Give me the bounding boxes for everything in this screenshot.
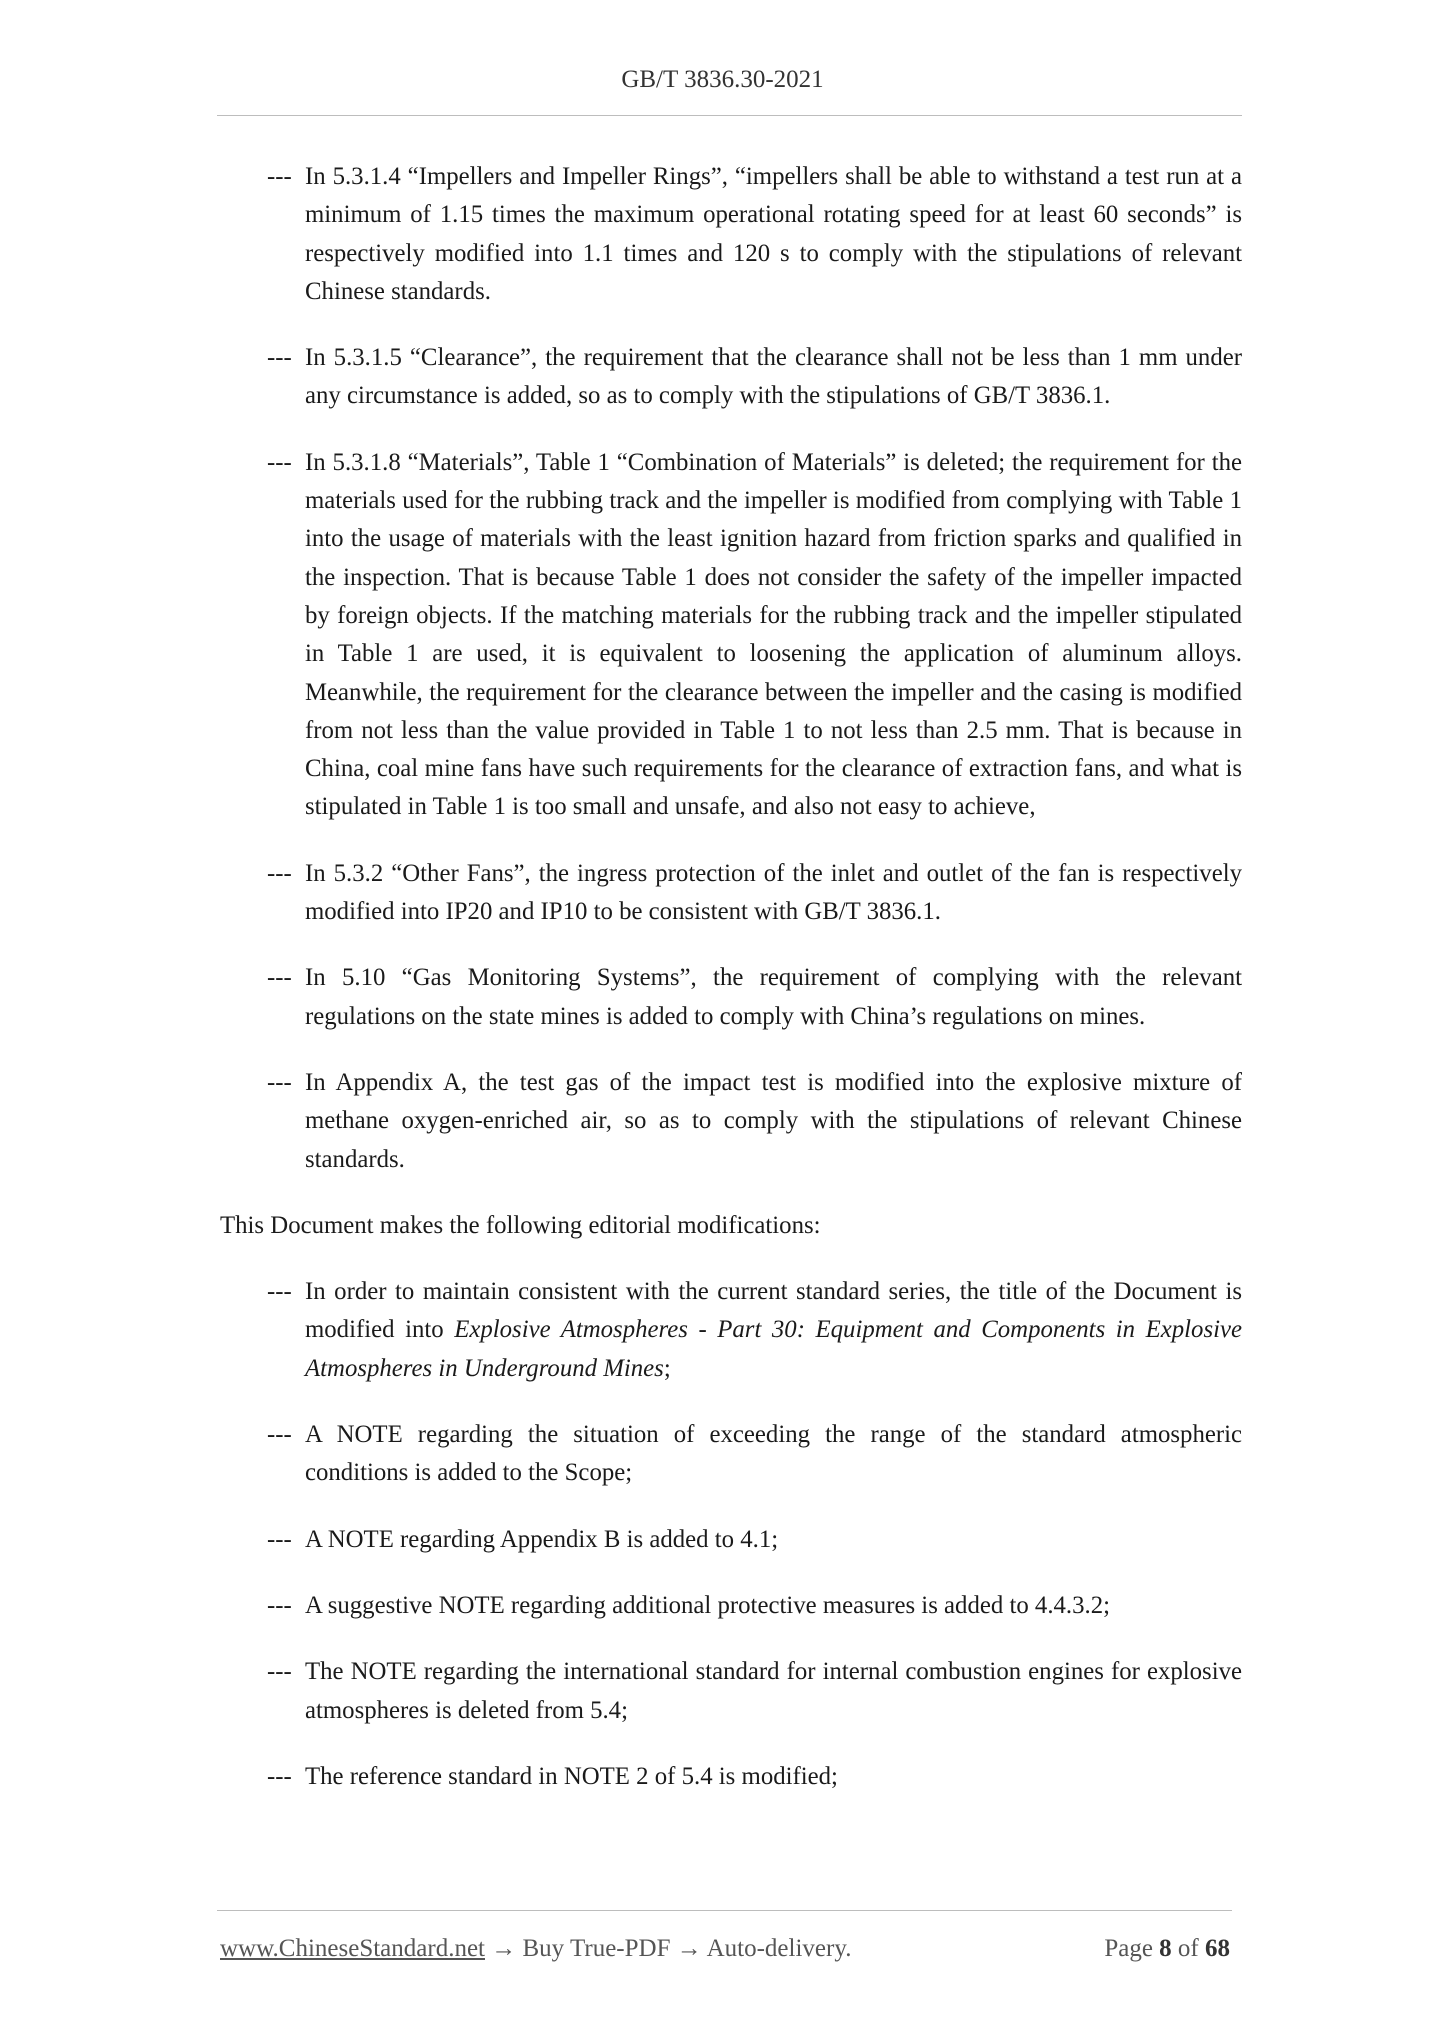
arrow-icon: → xyxy=(491,1935,517,1962)
item-text: In 5.3.1.8 “Materials”, Table 1 “Combination of Materials” is deleted; the requirement for the materials used for the rubbing track and the impeller is modified from complying with Table 1 into the usage of materials with the least ignition hazard from friction sparks and qualified in the inspection. That is because Table 1 does not consider the safety of the impeller impacted by foreign objects. If the matching materials for the rubbing track and the impeller stipulated in Table 1 are used, it is equivalent to loosening the application of aluminum alloys. Meanwhile, the requirement for the clearance between the impeller and the casing is modified from not less than the value provided in Table 1 to not less than 2.5 mm. That is because in China, coal mine fans have such requirements for the clearance of extraction fans, and what is stipulated in Table 1 is too small and unsafe, and also not easy to achieve, xyxy=(305,448,1242,821)
list-item xyxy=(217,1273,1242,1388)
item-dash: --- xyxy=(267,1421,292,1449)
page-counter xyxy=(1104,1935,1230,1963)
site-link[interactable]: www.ChineseStandard.net xyxy=(220,1935,485,1962)
item-dash: --- xyxy=(267,1525,292,1553)
list-item xyxy=(217,444,1242,827)
editorial-intro: This Document makes the following editorial modifications: xyxy=(220,1211,821,1239)
item-text: A NOTE regarding Appendix B is added to 4.1; xyxy=(305,1525,779,1553)
item-text: In Appendix A, the test gas of the impact test is modified into the explosive mixture of methane oxygen-enriched air, so as to comply with the stipulations of relevant Chinese standards. xyxy=(305,1068,1242,1173)
of-label: of xyxy=(1177,1935,1199,1962)
list-item xyxy=(217,959,1242,1036)
document-body xyxy=(217,158,1242,1824)
item-dash: --- xyxy=(267,1762,292,1790)
item-dash: --- xyxy=(267,1658,292,1686)
list-item xyxy=(217,339,1242,416)
item-text: In 5.3.2 “Other Fans”, the ingress protection of the inlet and outlet of the fan is respectively modified into IP20 and IP10 to be consistent with GB/T 3836.1. xyxy=(305,859,1242,926)
item-dash: --- xyxy=(267,448,292,476)
item-dash: --- xyxy=(267,1068,292,1096)
item-dash: --- xyxy=(267,163,292,190)
list-item xyxy=(217,1653,1242,1730)
item-dash: --- xyxy=(267,344,292,372)
list-item xyxy=(217,855,1242,932)
header-divider xyxy=(217,115,1242,116)
auto-delivery-text: Auto-delivery. xyxy=(706,1935,852,1962)
page-current: 8 xyxy=(1159,1935,1172,1962)
item-dash: --- xyxy=(267,859,292,887)
arrow-icon: → xyxy=(676,1935,702,1962)
list-item xyxy=(217,1416,1242,1493)
page-footer xyxy=(220,1935,1230,1963)
item-text: In 5.10 “Gas Monitoring Systems”, the requirement of complying with the relevant regulations on the state mines is added to comply with China’s regulations on mines. xyxy=(305,964,1242,1030)
item-dash: --- xyxy=(267,964,292,992)
item-text: The NOTE regarding the international standard for internal combustion engines for explosive atmospheres is deleted from 5.4; xyxy=(305,1658,1242,1724)
page-header-title: GB/T 3836.30-2021 xyxy=(621,66,824,93)
item-text: In order to maintain consistent with the current standard series, the title of the Document is modified into xyxy=(305,1278,1242,1344)
item-text: A NOTE regarding the situation of exceeding the range of the standard atmospheric conditions is added to the Scope; xyxy=(305,1421,1242,1487)
item-text-end: ; xyxy=(663,1354,671,1382)
footer-divider xyxy=(217,1910,1232,1911)
list-item xyxy=(217,1758,1242,1796)
page-total: 68 xyxy=(1205,1935,1230,1962)
list-item xyxy=(217,158,1242,311)
item-text: The reference standard in NOTE 2 of 5.4 is modified; xyxy=(305,1762,838,1790)
buy-true-pdf-link[interactable]: Buy True-PDF xyxy=(522,1935,671,1962)
list-item xyxy=(217,1064,1242,1179)
item-text: A suggestive NOTE regarding additional protective measures is added to 4.4.3.2; xyxy=(305,1591,1111,1619)
list-item xyxy=(217,1521,1242,1559)
item-dash: --- xyxy=(267,1591,292,1619)
document-title-italic: Explosive Atmospheres - Part 30: Equipment and Components in Explosive Atmospheres in Underground Mines xyxy=(305,1316,1243,1382)
item-text: In 5.3.1.4 “Impellers and Impeller Rings”, “impellers shall be able to withstand a test run at a minimum of 1.15 times the maximum operational rotating speed for at least 60 seconds” is respectively modified into 1.1 times and 120 s to comply with the stipulations of relevant Chinese standards. xyxy=(305,163,1242,305)
item-dash: --- xyxy=(267,1278,292,1306)
list-item xyxy=(217,1587,1242,1625)
page-label: Page xyxy=(1104,1935,1153,1962)
item-text: In 5.3.1.5 “Clearance”, the requirement that the clearance shall not be less than 1 mm under any circumstance is added, so as to comply with the stipulations of GB/T 3836.1. xyxy=(305,344,1242,410)
